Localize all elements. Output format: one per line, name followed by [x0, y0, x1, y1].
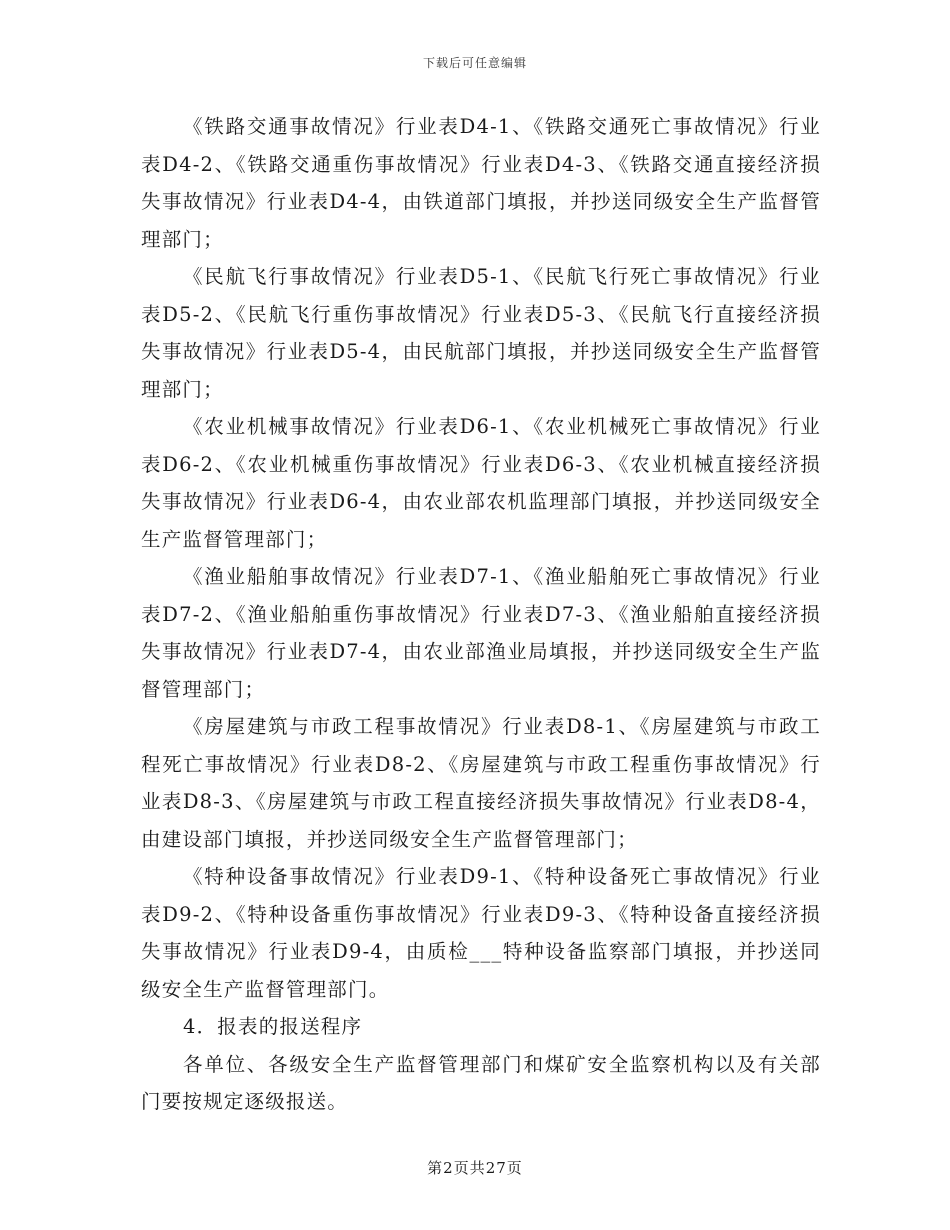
paragraph-railway: 《铁路交通事故情况》行业表D4-1、《铁路交通死亡事故情况》行业表D4-2、《铁路交通重伤事故情况》行业表D4-3、《铁路交通直接经济损失事故情况》行业表D4-4，由铁道部门填报，并抄送同级安全生产监督管理部门；	[141, 115, 821, 251]
paragraph-fishing-vessels: 《渔业船舶事故情况》行业表D7-1、《渔业船舶死亡事故情况》行业表D7-2、《渔业船舶重伤事故情况》行业表D7-3、《渔业船舶直接经济损失事故情况》行业表D7-4，由农业部渔业局填报，并抄送同级安全生产监督管理部门；	[141, 565, 821, 701]
paragraph-reporting-procedure: 各单位、各级安全生产监督管理部门和煤矿安全监察机构以及有关部门要按规定逐级报送。	[141, 1052, 821, 1113]
section-heading-reporting-procedure: 4．报表的报送程序	[183, 1015, 363, 1038]
document-body	[141, 108, 821, 1121]
page-header: 下载后可任意编辑	[422, 56, 527, 70]
paragraph-agricultural-machinery: 《农业机械事故情况》行业表D6-1、《农业机械死亡事故情况》行业表D6-2、《农业机械重伤事故情况》行业表D6-3、《农业机械直接经济损失事故情况》行业表D6-4，由农业部农机监理部门填报，并抄送同级安全生产监督管理部门；	[141, 415, 821, 551]
paragraph-housing-construction: 《房屋建筑与市政工程事故情况》行业表D8-1、《房屋建筑与市政工程死亡事故情况》行业表D8-2、《房屋建筑与市政工程重伤事故情况》行业表D8-3、《房屋建筑与市政工程直接经济损失事故情况》行业表D8-4，由建设部门填报，并抄送同级安全生产监督管理部门；	[141, 715, 821, 851]
paragraph-civil-aviation: 《民航飞行事故情况》行业表D5-1、《民航飞行死亡事故情况》行业表D5-2、《民航飞行重伤事故情况》行业表D5-3、《民航飞行直接经济损失事故情况》行业表D5-4，由民航部门填报，并抄送同级安全生产监督管理部门；	[141, 265, 821, 401]
paragraph-special-equipment: 《特种设备事故情况》行业表D9-1、《特种设备死亡事故情况》行业表D9-2、《特种设备重伤事故情况》行业表D9-3、《特种设备直接经济损失事故情况》行业表D9-4，由质检___特种设备监察部门填报，并抄送同级安全生产监督管理部门。	[141, 865, 821, 1001]
page-footer: 第2页共27页	[427, 1159, 523, 1177]
